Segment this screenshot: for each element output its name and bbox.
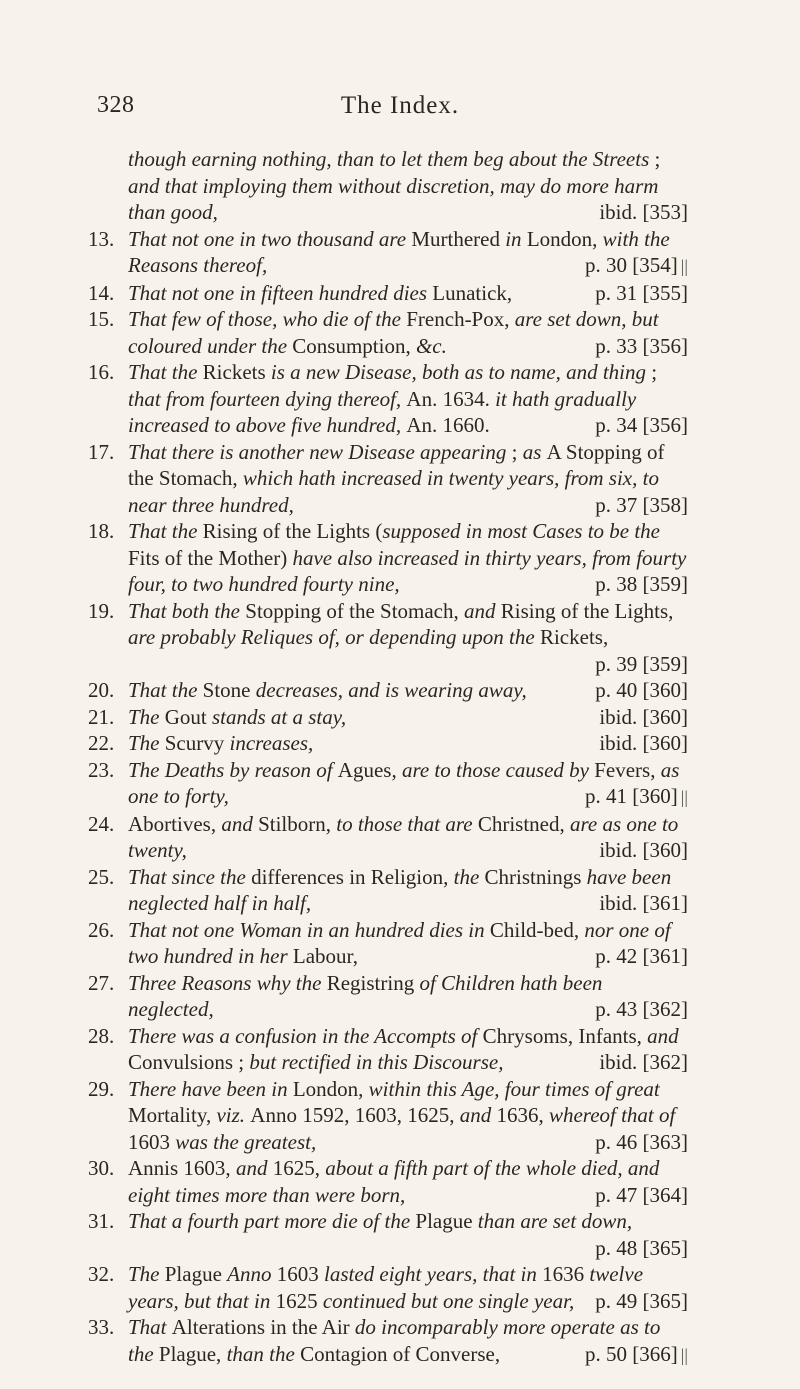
margin-mark: || — [680, 256, 688, 276]
entry-number: 24. — [88, 811, 115, 836]
entry-number: 27. — [88, 970, 115, 995]
index-entry — [88, 677, 688, 704]
entry-number: 16. — [88, 360, 115, 384]
entry-segment: increases, — [229, 731, 314, 755]
entry-segment: The — [128, 1262, 165, 1286]
entry-number: 19. — [88, 598, 115, 623]
entry-segment: the — [453, 864, 485, 889]
entry-segment: An. 1660. — [406, 413, 490, 437]
entry-number: 30. — [88, 1156, 115, 1180]
continuation-entry — [88, 146, 688, 226]
entry-segment: The — [128, 731, 165, 755]
page-reference-text: p. 38 [359] — [595, 572, 688, 596]
entry-number: 17. — [88, 439, 115, 464]
page-reference — [595, 996, 688, 1023]
entry-segment: it hath gradually increased to above five hundred, — [128, 386, 637, 437]
page-reference-text: ibid. [362] — [599, 1050, 688, 1074]
index-entry — [88, 864, 688, 917]
entry-segment: Chrysoms, Infants, — [482, 1023, 648, 1048]
entry-segment: ; — [506, 439, 523, 464]
entry-segment: twelve years, but that in — [128, 1262, 644, 1313]
index-entry — [88, 917, 688, 970]
index-entry — [88, 439, 688, 519]
page-reference-text: p. 34 [356] — [595, 413, 688, 437]
index-entry — [88, 970, 688, 1023]
entry-segment: and that imploying them without discretion, may do more harm than good, — [128, 173, 659, 224]
page-reference — [585, 252, 688, 280]
page-reference-text: p. 50 [366] — [585, 1341, 678, 1366]
page-reference — [595, 1182, 688, 1209]
entry-segment: That the — [128, 519, 203, 543]
entry-segment: Fevers, — [594, 757, 661, 782]
entry-segment: Rickets, — [539, 625, 609, 649]
entry-segment: That there is another new Disease appearing — [128, 439, 507, 464]
entry-segment: to those that are — [336, 811, 478, 836]
entry-number: 23. — [88, 757, 115, 782]
entry-segment: in — [505, 226, 527, 251]
index-entry — [88, 1208, 688, 1261]
index-entry — [88, 359, 688, 439]
page-reference: ibid. [353] — [599, 200, 688, 224]
page-reference — [595, 943, 688, 970]
entry-segment: Plague, — [158, 1341, 227, 1366]
entry-segment: That not one in two thousand are — [128, 226, 412, 251]
entry-number: 32. — [88, 1262, 115, 1286]
entry-segment: Murthered — [411, 226, 506, 251]
entry-number: 18. — [88, 519, 115, 543]
entry-number: 28. — [88, 1023, 115, 1048]
entry-segment: Scurvy — [164, 731, 230, 755]
entry-segment: London, — [526, 226, 603, 251]
page-reference — [599, 1049, 688, 1076]
page-reference-text: p. 37 [358] — [595, 492, 688, 517]
entry-text — [128, 678, 527, 702]
entry-segment: do incomparably more operate as to the — [128, 1315, 661, 1366]
index-entry — [88, 598, 688, 678]
entry-segment: of Children hath been neglected, — [128, 970, 603, 1021]
entry-number: 29. — [88, 1076, 115, 1101]
page-reference — [595, 333, 688, 360]
entry-segment: French-Pox, — [406, 307, 515, 331]
entry-segment: was the greatest, — [175, 1129, 317, 1154]
index-entry — [88, 518, 688, 598]
page-reference-text: p. 47 [364] — [595, 1182, 688, 1207]
entry-number: 14. — [88, 280, 115, 305]
page-reference-text: p. 30 [354] — [585, 253, 678, 277]
margin-mark: || — [680, 1344, 688, 1365]
entry-segment: have also increased in thirty years, from fourty four, to two hundred fourty nine, — [128, 545, 687, 596]
entry-segment: nor one of two hundred in her — [128, 917, 671, 968]
entry-text — [128, 599, 673, 650]
page-reference — [599, 837, 688, 864]
entry-segment: Agues, — [337, 757, 402, 782]
index-entry — [88, 757, 688, 811]
page-reference — [599, 890, 688, 917]
entry-segment: are to those caused by — [401, 757, 595, 782]
entry-segment: The — [128, 704, 165, 729]
entry-segment: Stone — [202, 678, 256, 702]
page-reference — [595, 492, 688, 519]
entry-segment: continued but one single year, — [322, 1288, 575, 1313]
entry-text — [128, 440, 665, 517]
entry-text — [128, 147, 660, 224]
index-entry — [88, 280, 688, 307]
entry-segment: ; — [649, 147, 661, 171]
entry-text — [128, 1024, 679, 1075]
entry-segment: Rising of the Lights ( — [202, 519, 383, 543]
page-reference — [599, 704, 688, 731]
entry-segment: That — [128, 1315, 172, 1339]
page-reference-text: p. 33 [356] — [595, 333, 688, 358]
entry-text — [128, 360, 657, 437]
entry-segment: Fits of the Mother) — [128, 545, 293, 570]
entry-segment: viz. — [216, 1103, 251, 1127]
page-reference-text: ibid. [360] — [599, 704, 688, 729]
entry-number: 21. — [88, 704, 115, 729]
entry-segment: Labour, — [292, 944, 358, 968]
index-entry — [88, 1076, 688, 1156]
entry-segment: are probably Reliques of, or depending upon the — [128, 625, 540, 649]
page-reference — [595, 1288, 688, 1315]
entry-text — [128, 1077, 675, 1154]
page-reference-text: p. 42 [361] — [595, 944, 688, 968]
entry-segment: though earning nothing, than to let them beg about the Streets — [128, 147, 650, 171]
margin-mark: || — [680, 787, 688, 807]
page-header — [0, 92, 800, 122]
entry-text — [128, 918, 671, 969]
entry-segment: That not one in fifteen hundred dies — [128, 280, 433, 305]
entry-segment: are as one to twenty, — [128, 811, 679, 862]
entry-segment: Anno 1592, 1603, 1625, — [250, 1103, 460, 1127]
entry-segment: but rectified in this Discourse, — [249, 1050, 504, 1074]
page-reference-text: ibid. [361] — [599, 891, 688, 915]
entry-segment: 1625 — [275, 1288, 323, 1313]
entry-segment: which hath increased in twenty years, from six, to near three hundred, — [128, 466, 659, 517]
entry-number: 15. — [88, 307, 115, 331]
entry-segment: and — [221, 811, 259, 836]
entry-segment: decreases, and is wearing away, — [255, 678, 527, 702]
entry-segment: Rising of the Lights, — [500, 598, 674, 623]
entry-segment: Mortality, — [128, 1103, 217, 1127]
entry-segment: is a new Disease, both as to name, and thing — [270, 360, 646, 384]
entry-text — [128, 971, 602, 1022]
entry-text — [128, 1262, 643, 1313]
entry-segment: Christnings — [484, 864, 587, 889]
entry-segment: than the — [226, 1341, 301, 1366]
page-reference — [585, 1341, 688, 1369]
index-entry — [88, 226, 688, 280]
entry-text — [128, 812, 678, 863]
entry-segment: That a fourth part more die of the — [128, 1209, 416, 1233]
entry-segment: That the — [128, 360, 203, 384]
entry-segment: 1603 — [276, 1262, 324, 1286]
entry-segment: Anno — [227, 1262, 277, 1286]
page-reference — [595, 412, 688, 439]
entry-segment: That the — [128, 678, 203, 702]
page-reference — [595, 651, 688, 678]
entry-segment: Stilborn, — [258, 811, 337, 836]
entry-segment: Contagion of Converse, — [300, 1341, 501, 1366]
entry-segment: ; — [646, 360, 658, 384]
entry-segment: Convulsions ; — [128, 1050, 250, 1074]
entry-number: 13. — [88, 226, 115, 251]
entry-segment: 1603 — [128, 1129, 176, 1154]
entry-segment: That both the — [128, 598, 246, 623]
entry-segment: That few of those, who die of the — [128, 307, 407, 331]
page-reference — [595, 1235, 688, 1262]
page-reference — [599, 730, 688, 757]
entry-text — [128, 705, 346, 729]
entry-segment: Alterations in the Air — [171, 1315, 355, 1339]
entry-segment: Abortives, — [128, 811, 222, 836]
entry-segment: A Stopping of the Stomach, — [128, 439, 665, 490]
entry-segment: and — [459, 1103, 497, 1127]
entry-text — [128, 307, 659, 358]
entry-text — [128, 865, 671, 916]
entry-segment: Plague — [164, 1262, 228, 1286]
entry-segment: and — [464, 598, 501, 623]
entry-segment: Rickets — [202, 360, 271, 384]
entry-text — [128, 1315, 660, 1366]
entry-segment: 1636 — [542, 1262, 590, 1286]
entry-segment: There was a confusion in the Accompts of — [128, 1023, 483, 1048]
entry-number: 31. — [88, 1209, 115, 1233]
index-entry — [88, 1261, 688, 1314]
index-entry — [88, 1314, 688, 1368]
page-reference-text: p. 39 [359] — [595, 651, 688, 676]
page-reference-text: p. 49 [365] — [595, 1288, 688, 1313]
entry-segment: An. 1634. — [406, 386, 496, 411]
entry-segment: 1636, — [496, 1103, 549, 1127]
entry-segment: Annis 1603, — [128, 1156, 236, 1180]
entry-segment: The Deaths by reason of — [128, 757, 338, 782]
entry-segment: and — [647, 1023, 679, 1048]
entry-segment: Three Reasons why the — [128, 970, 327, 995]
index-entry — [88, 730, 688, 757]
entry-segment: Stopping of the Stomach, — [245, 598, 465, 623]
entry-segment: have been neglected half in half, — [128, 864, 672, 915]
entry-segment: than are set down, — [477, 1209, 633, 1233]
entry-segment: lasted eight years, that in — [323, 1262, 543, 1286]
entry-text — [128, 731, 313, 755]
page-reference — [595, 677, 688, 704]
page-reference — [595, 1129, 688, 1156]
entry-segment: about a fifth part of the whole died, and eight times more than were born, — [128, 1156, 660, 1207]
entry-number: 33. — [88, 1315, 115, 1339]
entry-segment: with the Reasons thereof, — [128, 226, 670, 277]
page-reference-text: ibid. [360] — [599, 731, 688, 755]
entry-segment: and — [235, 1156, 273, 1180]
running-head: The Index. — [340, 92, 460, 119]
entry-text — [128, 281, 512, 305]
entry-number: 20. — [88, 678, 115, 702]
index-entry — [88, 1155, 688, 1208]
entry-number: 25. — [88, 864, 115, 889]
index-entry — [88, 1023, 688, 1076]
entry-segment: within this Age, four times of great — [368, 1076, 660, 1101]
entry-segment: Lunatick, — [432, 280, 513, 305]
entry-segment: whereof that of — [548, 1103, 676, 1127]
entry-segment: That since the — [128, 864, 252, 889]
index-body — [88, 146, 688, 1368]
page-reference-text: ibid. [360] — [599, 838, 688, 862]
page-number: 328 — [97, 92, 135, 118]
entry-segment: Child-bed, — [489, 917, 585, 942]
entry-segment: Gout — [164, 704, 212, 729]
entry-number: 26. — [88, 917, 115, 942]
page-reference-text: p. 48 [365] — [595, 1235, 688, 1260]
entry-number: 22. — [88, 731, 115, 755]
entry-segment: as — [522, 439, 547, 464]
page-reference — [585, 783, 688, 811]
entry-segment: There have been in — [128, 1076, 293, 1101]
entry-segment: stands at a stay, — [212, 704, 347, 729]
index-entry — [88, 811, 688, 864]
entry-segment: are set down, but coloured under the — [128, 307, 659, 358]
page-reference-text: p. 40 [360] — [595, 678, 688, 702]
entry-segment: that from fourteen dying thereof, — [128, 386, 407, 411]
entry-segment: differences in Religion, — [251, 864, 454, 889]
entry-segment: 1625, — [272, 1156, 326, 1180]
page-reference-text: p. 41 [360] — [585, 784, 678, 808]
entry-segment: Consumption, — [292, 333, 416, 358]
index-entry — [88, 306, 688, 359]
entry-segment: Christned, — [477, 811, 570, 836]
entry-segment: That not one Woman in an hundred dies in — [128, 917, 490, 942]
entry-text — [128, 1209, 632, 1233]
entry-segment: supposed in most Cases to be the — [382, 519, 660, 543]
index-entry — [88, 704, 688, 731]
entry-segment: Plague — [415, 1209, 478, 1233]
entry-text — [128, 1156, 659, 1207]
page-reference-text: p. 31 [355] — [595, 280, 688, 305]
page-reference — [595, 280, 688, 307]
page-reference-text: p. 43 [362] — [595, 997, 688, 1021]
entry-segment: as one to forty, — [128, 757, 680, 808]
page-reference-text: p. 46 [363] — [595, 1129, 688, 1154]
page-reference — [595, 571, 688, 598]
entry-segment: London, — [292, 1076, 369, 1101]
entry-segment: &c. — [415, 333, 447, 358]
entry-segment: Registring — [326, 970, 420, 995]
